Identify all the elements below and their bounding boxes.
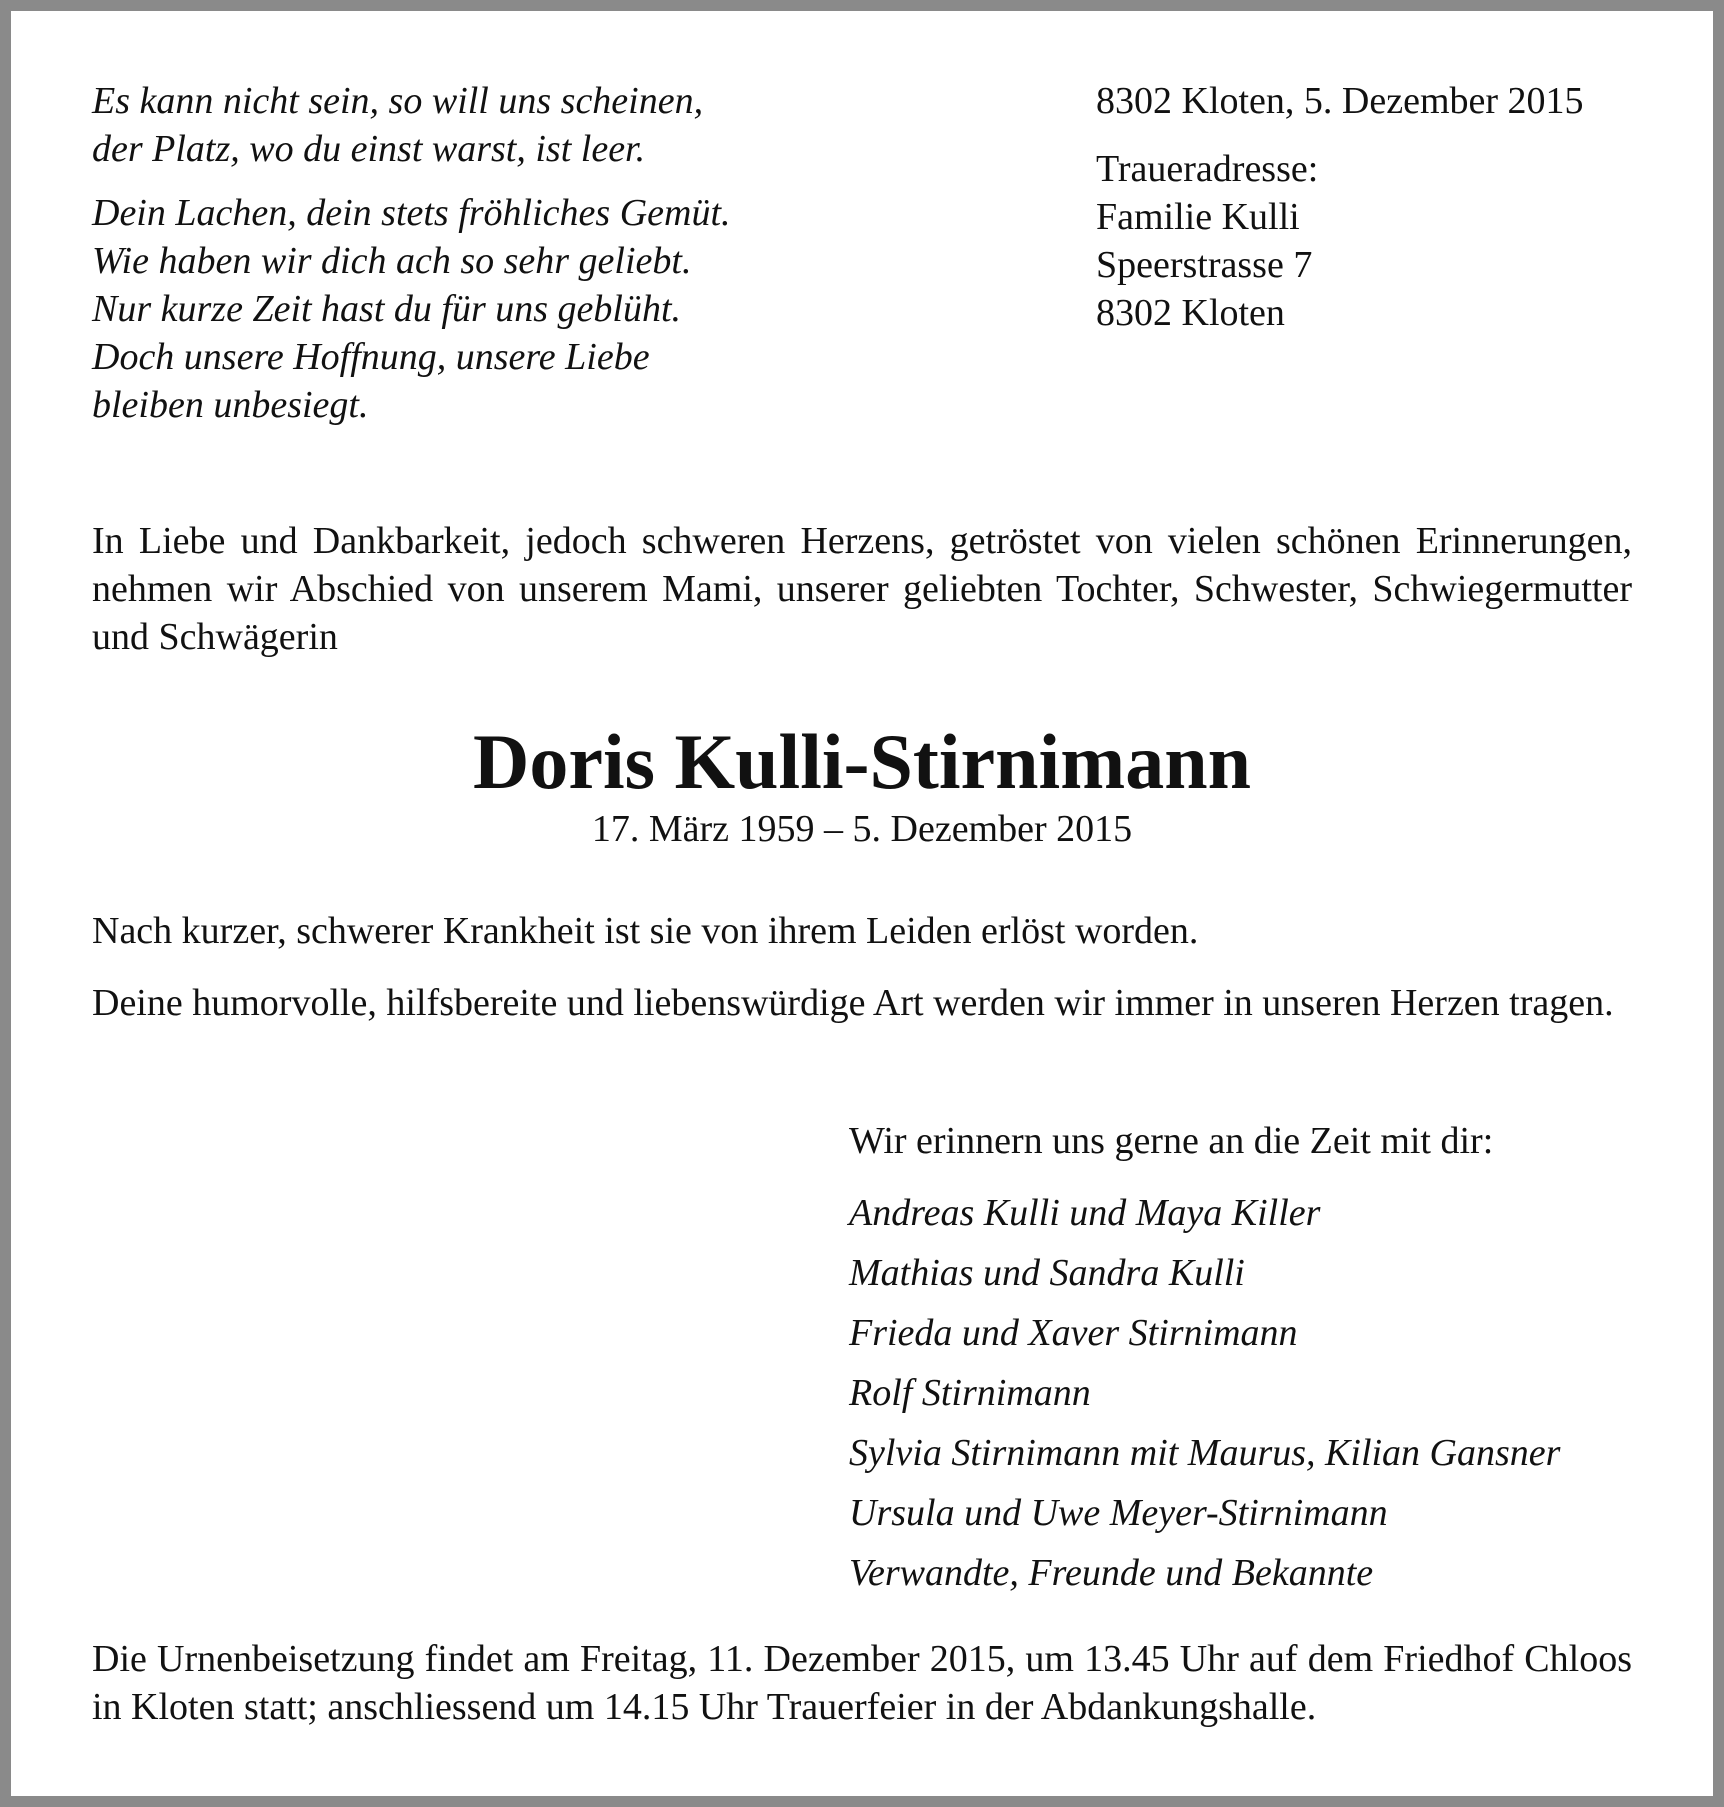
mourners-list	[849, 1183, 1560, 1603]
obituary-page	[11, 11, 1713, 1796]
address-line: 8302 Kloten	[1096, 292, 1285, 334]
mourner-name: Sylvia Stirnimann mit Maurus, Kilian Gansner	[849, 1432, 1561, 1474]
poem-line: Nur kurze Zeit hast du für uns geblüht.	[92, 288, 682, 330]
place-date-text: 8302 Kloten, 5. Dezember 2015	[1096, 80, 1584, 122]
deceased-name: Doris Kulli-Stirnimann	[473, 718, 1251, 805]
mourner-name: Frieda und Xaver Stirnimann	[849, 1312, 1298, 1354]
poem-line: Dein Lachen, dein stets fröhliches Gemüt.	[92, 192, 731, 234]
poem-line: der Platz, wo du einst warst, ist leer.	[92, 128, 646, 170]
poem-line: Es kann nicht sein, so will uns scheinen,	[92, 80, 704, 122]
body-paragraph-2: Deine humorvolle, hilfsbereite und liebenswürdige Art werden wir immer in unseren Herzen tragen.	[92, 982, 1614, 1024]
mourner-name: Rolf Stirnimann	[849, 1372, 1091, 1414]
poem-stanza-2	[92, 189, 731, 429]
poem-stanza-1	[92, 77, 703, 173]
mourner-name: Verwandte, Freunde und Bekannte	[849, 1552, 1374, 1594]
place-date	[1096, 77, 1584, 125]
mourning-address	[1096, 145, 1318, 337]
intro-paragraph: In Liebe und Dankbarkeit, jedoch schweren Herzens, getröstet von vielen schönen Erinnerungen, nehmen wir Abschied von unserem Mami, unserer geliebten Tochter, Schwester, Schwiegermutter und Schwägerin	[92, 520, 1632, 658]
ceremony-paragraph: Die Urnenbeisetzung findet am Freitag, 11. Dezember 2015, um 13.45 Uhr auf dem Friedhof Chloos in Kloten statt; anschliessend um 14.15 Uhr Trauerfeier in der Abdankungshalle.	[92, 1638, 1632, 1728]
mourners-intro: Wir erinnern uns gerne an die Zeit mit dir:	[849, 1120, 1494, 1162]
poem-line: Doch unsere Hoffnung, unsere Liebe	[92, 336, 650, 378]
mourner-name: Mathias und Sandra Kulli	[849, 1252, 1245, 1294]
mourner-name: Ursula und Uwe Meyer-Stirnimann	[849, 1492, 1388, 1534]
mourner-name: Andreas Kulli und Maya Killer	[849, 1192, 1321, 1234]
address-line: Speerstrasse 7	[1096, 244, 1313, 286]
body-paragraph-1: Nach kurzer, schwerer Krankheit ist sie von ihrem Leiden erlöst worden.	[92, 910, 1199, 952]
address-label: Traueradresse:	[1096, 148, 1319, 190]
poem-line: bleiben unbesiegt.	[92, 384, 369, 426]
poem-line: Wie haben wir dich ach so sehr geliebt.	[92, 240, 692, 282]
life-dates: 17. März 1959 – 5. Dezember 2015	[591, 808, 1133, 850]
address-line: Familie Kulli	[1096, 196, 1300, 238]
